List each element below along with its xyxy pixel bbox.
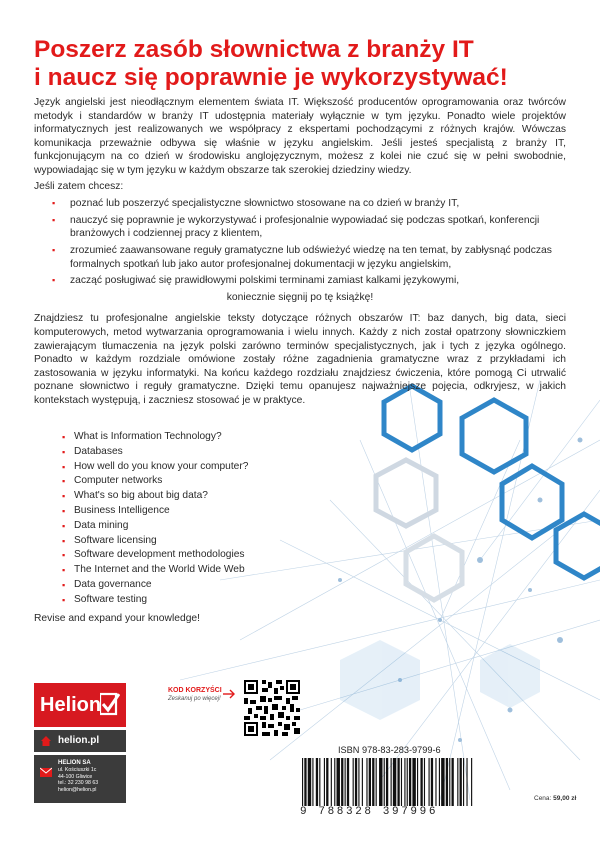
paragraph-1: Język angielski jest nieodłącznym elementem świata IT. Większość producentów oprogramowania oraz twórców metodyk i standardów w branży IT udostępnia materiały wyłącznie w tym języku. Ponadto wiele projektów informatycznych jest realizowanych we współpracy z ekspertami pochodzącymi z różnych krajów. Wówczas komunikacja przeważnie odbywa się właśnie w języku angielskim. Jeśli jesteś specjalistą z branży IT, funkcjonującym na co dzień w środowisku anglojęzycznym, możesz z kolei nie czuć się w pełni swobodnie, wypowiadając się w tym języku w każdym obszarze tak szerokiej dziedziny wiedzy. (34, 97, 566, 176)
topic-item: ▪ The Internet and the World Wide Web (62, 563, 362, 578)
qr-code[interactable] (244, 680, 300, 736)
topic-item: ▪ Data mining (62, 519, 362, 534)
barcode-digits: 9 788328 397996 (300, 806, 439, 818)
topic-item: ▪ Databases (62, 445, 362, 460)
arrow-right-icon (222, 688, 236, 700)
topic-item: ▪ Software testing (62, 593, 362, 608)
headline-line-1: Poszerz zasób słownictwa z branży IT (34, 36, 474, 63)
revise-tagline: Revise and expand your knowledge! (34, 613, 201, 624)
promo-code (168, 686, 222, 703)
topic-item: ▪ What's so big about big data? (62, 489, 362, 504)
benefit-item: ▪ nauczyć się poprawnie je wykorzystywać i profesjonalnie wypowiadać się podczas spotkań, konferencji branżowych i codziennej pracy z klientem, (70, 214, 566, 241)
benefit-item: ▪ zacząć posługiwać się prawidłowymi polskimi terminami zamiast kalkami językowymi, (70, 274, 566, 288)
headline (34, 36, 574, 92)
home-icon (40, 735, 52, 747)
address-name: HELION SA (58, 760, 91, 766)
benefit-item: ▪ zrozumieć zaawansowane reguły gramatyczne lub odświeżyć wiedzę na ten temat, by zabłysnąć podczas formalnych spotkań lub jako autor profesjonalnej dokumentacji w języku angielskim, (70, 244, 566, 271)
topic-item: ▪ Computer networks (62, 474, 362, 489)
topic-item: ▪ Software development methodologies (62, 548, 362, 563)
address-line: helion@helion.pl (58, 787, 97, 794)
promo-title: KOD KORZYŚCI (168, 687, 222, 694)
price-value: 59,00 zł (553, 795, 577, 802)
paragraph-2: Jeśli zatem chcesz: (34, 180, 124, 192)
topic-item: ▪ What is Information Technology? (62, 430, 362, 445)
address-lines (58, 760, 98, 794)
closing-line: koniecznie sięgnij po tę książkę! (226, 291, 374, 303)
topic-list (62, 430, 362, 608)
benefit-item: ▪ poznać lub poszerzyć specjalistyczne słownictwo stosowane na co dzień w branży IT, (70, 197, 566, 211)
helion-logo (34, 683, 126, 727)
paragraph-3: Znajdziesz tu profesjonalne angielskie teksty dotyczące różnych obszarów IT: baz danych, big data, sieci komputerowych, metod wytwarzania oprogramowania i wielu innych. Każdy z nich został opatrzony słowniczkiem zawierającym tłumaczenia na język polski zarówno terminów specjalistycznych, jak i tych z języka ogólnego. Ponadto w każdym rozdziale omówione zostały różne zagadnienia gramatyczne wraz z przykładami ich zastosowania w języku informatyki. Na końcu każdego rozdziału znajdziesz ćwiczenia, które pomogą Ci utrwalić poznane słownictwo i reguły gramatyczne. Dzięki temu opanujesz najważniejsze pojęcia, odkryjesz, w jakich kontekstach występują, i zaczniesz stosować je w praktyce. (34, 313, 566, 406)
benefit-list (34, 197, 566, 288)
address-line: ul. Kościuszki 1c (58, 766, 97, 773)
price-label: Cena: (534, 795, 552, 802)
helion-logo-text: Helion (40, 694, 102, 716)
price (534, 795, 576, 802)
headline-line-2: i naucz się poprawnie je wykorzystywać! (34, 64, 508, 91)
topic-item: ▪ How well do you know your computer? (62, 460, 362, 475)
promo-subtitle: Zeskanuj po więcej! (168, 696, 221, 702)
address-box (34, 755, 126, 803)
barcode (300, 758, 474, 806)
address-line: 44-100 Gliwice (58, 773, 93, 780)
description-body (34, 96, 566, 409)
website-link[interactable]: helion.pl (58, 735, 100, 746)
topic-item: ▪ Data governance (62, 578, 362, 593)
isbn: ISBN 978-83-283-9799-6 (338, 745, 441, 755)
topic-item: ▪ Business Intelligence (62, 504, 362, 519)
helion-check-icon (100, 692, 120, 716)
website-box[interactable] (34, 730, 126, 752)
topic-item: ▪ Software licensing (62, 534, 362, 549)
envelope-icon (40, 765, 52, 781)
address-line: tel.: 32 230 98 63 (58, 780, 99, 787)
